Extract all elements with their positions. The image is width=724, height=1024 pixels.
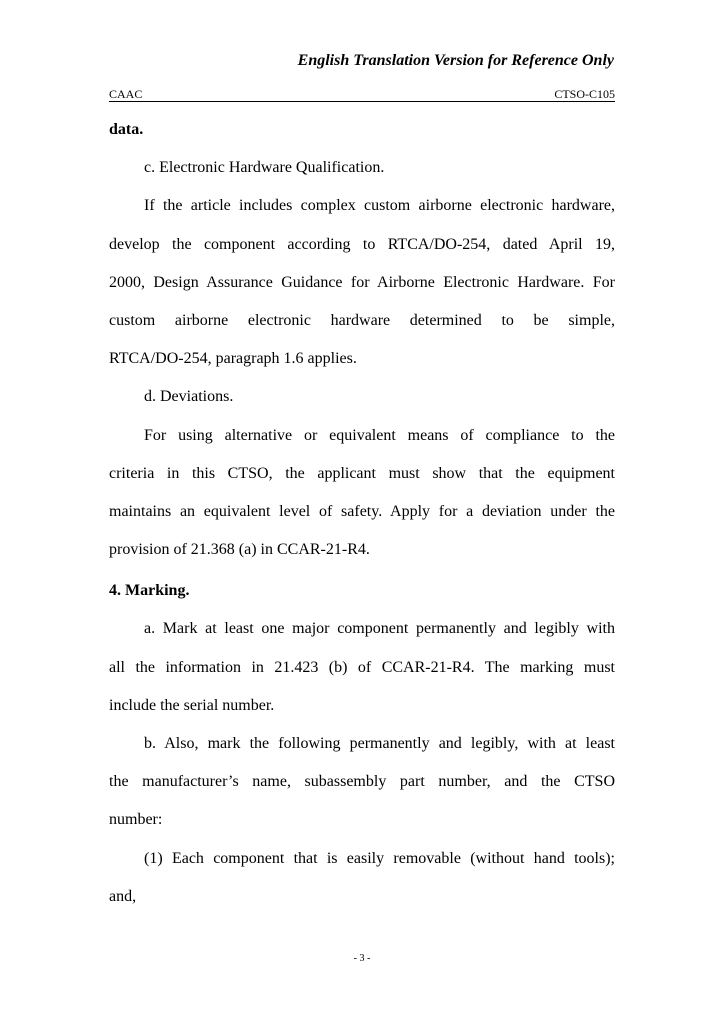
subsection-heading: d. Deviations.: [144, 388, 234, 406]
text-line: maintains an equivalent level of safety. Apply for a deviation under the: [109, 502, 615, 520]
text-line: provision of 21.368 (a) in CCAR-21-R4.: [109, 541, 370, 559]
header-organization: CAAC: [109, 87, 143, 101]
text-line: custom airborne electronic hardware determined to be simple,: [109, 311, 615, 329]
text-line: all the information in 21.423 (b) of CCAR-21-R4. The marking must: [109, 658, 615, 676]
page-number: - 3 -: [353, 953, 371, 964]
text-line: b. Also, mark the following permanently and legibly, with at least: [144, 735, 615, 752]
translation-banner: English Translation Version for Reference Only: [297, 52, 614, 69]
text-line: develop the component according to RTCA/DO-254, dated April 19,: [109, 235, 615, 253]
text-line: a. Mark at least one major component permanently and legibly with: [144, 620, 615, 638]
section-heading: 4. Marking.: [109, 582, 190, 600]
text-line: and,: [109, 887, 137, 905]
text-line: include the serial number.: [109, 696, 275, 714]
text-line: number:: [109, 811, 163, 829]
text-line: criteria in this CTSO, the applicant must show that the equipment: [109, 464, 615, 482]
text-line: (1) Each component that is easily removable (without hand tools);: [144, 849, 615, 867]
text-line: data.: [109, 121, 144, 138]
header-document-number: CTSO-C105: [554, 87, 615, 101]
subsection-heading: c. Electronic Hardware Qualification.: [144, 159, 385, 177]
running-header: [109, 87, 615, 102]
text-line: 2000, Design Assurance Guidance for Airborne Electronic Hardware. For: [109, 273, 615, 291]
document-body: [109, 111, 615, 916]
text-line: For using alternative or equivalent means of compliance to the: [144, 426, 615, 444]
text-line: RTCA/DO-254, paragraph 1.6 applies.: [109, 350, 357, 368]
text-line: If the article includes complex custom airborne electronic hardware,: [144, 197, 615, 215]
text-line: the manufacturer’s name, subassembly part number, and the CTSO: [109, 773, 615, 791]
